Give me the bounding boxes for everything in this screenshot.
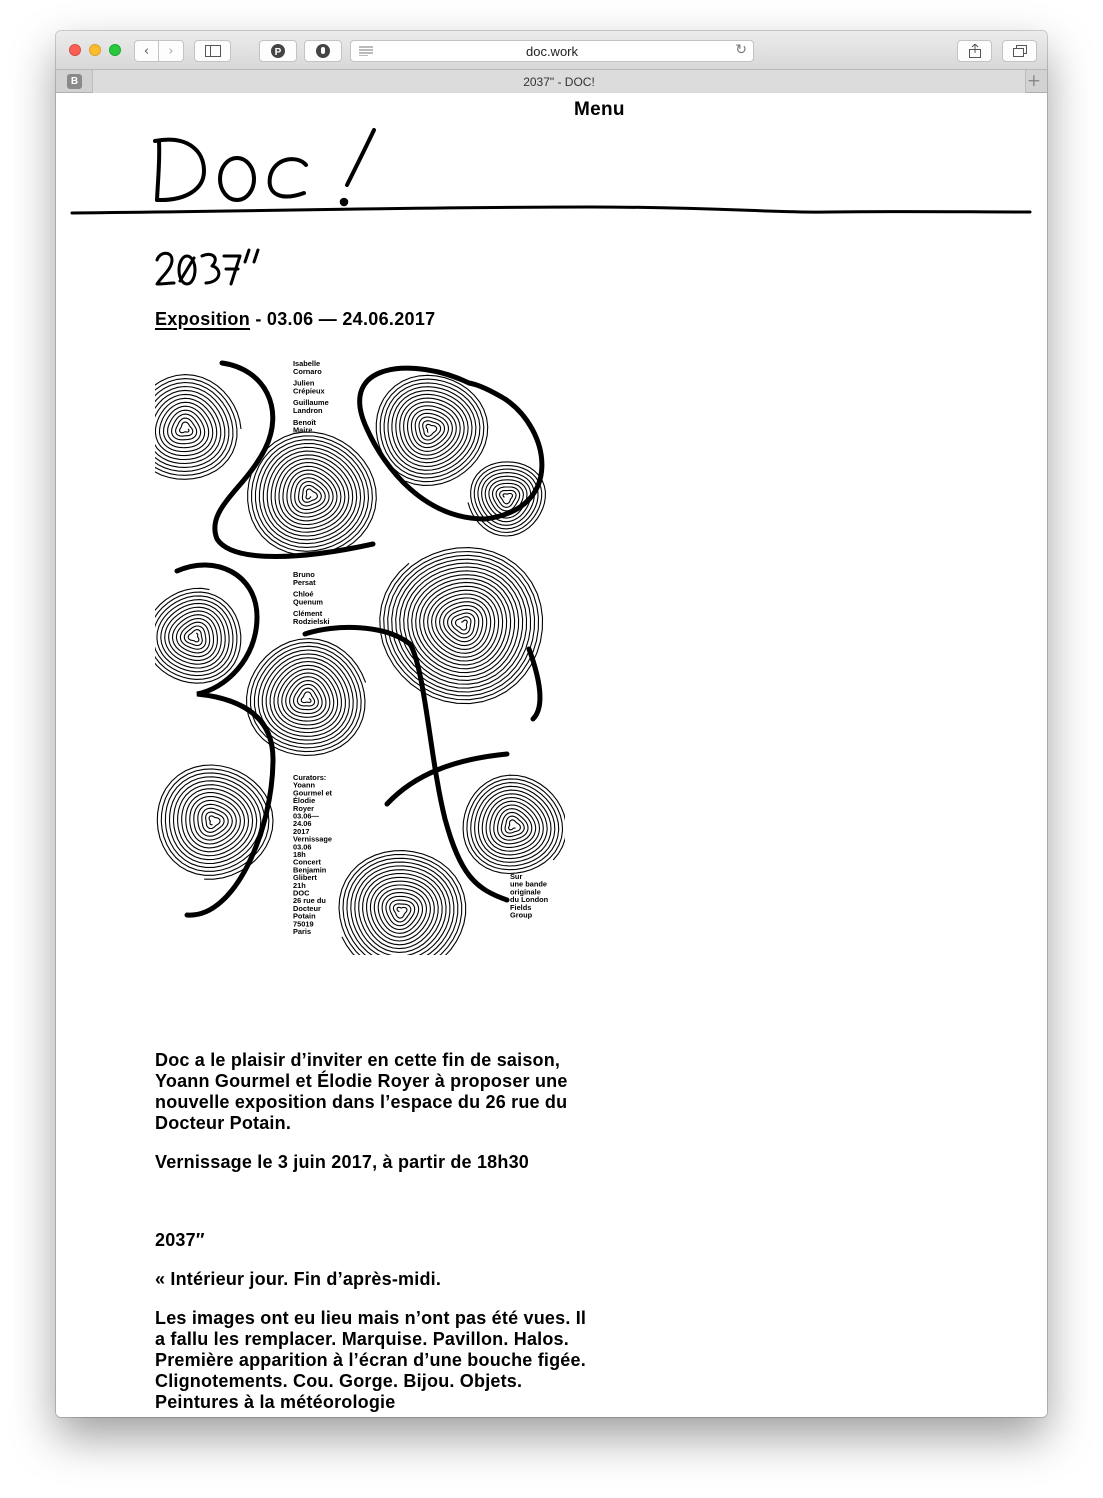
exhibition-poster[interactable]: [155, 359, 565, 955]
svg-text:BrunoPersatChloéQuenumClémentR: Bruno Persat Chloé Quenum Clément Rodzielski: [293, 570, 330, 626]
tab-favicon: B: [67, 74, 82, 89]
svg-text:Curators:YoannGourmel etÉlodie: Curators: Yoann Gourmel et Élodie Royer 03.06— 24.06 2017 Vernissage 03.06 18h Concert Benjamin Glibert 21h DOC 26 rue du Docteur Potain 75019 Paris: [293, 773, 333, 936]
poster-spiral: [468, 462, 545, 536]
header-divider: [70, 205, 1032, 217]
exposition-link[interactable]: Exposition: [155, 309, 251, 329]
share-button[interactable]: [957, 40, 992, 62]
browser-window: [56, 31, 1047, 1417]
hand-icon: [315, 43, 331, 59]
pinterest-icon: [270, 43, 286, 59]
forward-button[interactable]: [159, 40, 184, 62]
tab-title: 2037" - DOC!: [523, 74, 595, 89]
tabs-icon: [1013, 45, 1027, 57]
poster-spirals: [155, 375, 565, 955]
svg-text:IsabelleCornaroJulienCrépieuxG: Isabelle Cornaro Julien Crépieux Guillaume Landron Benoît Maire: [293, 359, 329, 435]
web-page: [56, 93, 1047, 1417]
new-tab-icon[interactable]: +: [1026, 71, 1041, 91]
poster-spiral: [380, 548, 543, 704]
section-subtitle: 2037″: [155, 1230, 205, 1250]
intro-paragraph: Doc a le plaisir d’inviter en cette fin de saison, Yoann Gourmel et Élodie Royer à proposer une nouvelle exposition dans l’espace du 26 rue du Docteur Potain.: [155, 1050, 568, 1133]
tab-active[interactable]: [92, 70, 1026, 93]
reader-icon[interactable]: [359, 46, 373, 56]
poster-spiral: [339, 851, 466, 955]
address-bar[interactable]: [350, 40, 754, 62]
description-paragraph: Les images ont eu lieu mais n’ont pas été vues. Il a fallu les remplacer. Marquise. Pavillon. Halos. Première apparition à l’écran d’une bouche figée. Clignotements. Cou. Gorge. Bijou. Objets. Peintures à la météorologie: [155, 1308, 587, 1412]
menu-link[interactable]: Menu: [574, 99, 625, 120]
minimize-window-button[interactable]: [89, 44, 101, 56]
sidebar-toggle-button[interactable]: [194, 40, 231, 62]
url-text: doc.work: [525, 43, 579, 59]
poster-spiral: [157, 765, 273, 879]
sidebar-icon: [205, 45, 221, 57]
tab-bar: [56, 70, 1047, 93]
show-tabs-button[interactable]: [1002, 40, 1037, 62]
chevron-right-icon: ›: [168, 43, 174, 59]
browser-toolbar: [56, 31, 1047, 70]
exhibition-meta: [155, 309, 435, 330]
svg-text:Surune bandeoriginaledu London: Sur une bande originale du London Fields Group: [510, 872, 549, 920]
article-body: [155, 1050, 595, 1417]
poster-spiral: [463, 775, 565, 873]
poster-spiral: [247, 639, 366, 756]
close-window-button[interactable]: [69, 44, 81, 56]
zoom-window-button[interactable]: [109, 44, 121, 56]
reload-icon[interactable]: ↻: [735, 42, 747, 58]
poster-spiral: [155, 588, 241, 683]
extension-button[interactable]: [304, 40, 342, 62]
chevron-left-icon: ‹: [143, 43, 150, 59]
poster-spiral: [155, 375, 241, 480]
pinterest-button[interactable]: [259, 40, 297, 62]
quote-opening: « Intérieur jour. Fin d’après-midi.: [155, 1269, 442, 1289]
vernissage-paragraph: Vernissage le 3 juin 2017, à partir de 18h30: [155, 1152, 529, 1172]
site-logo[interactable]: [152, 127, 392, 209]
svg-text:P: P: [274, 47, 282, 58]
exhibition-dates: - 03.06 — 24.06.2017: [250, 309, 436, 329]
exhibition-title: [154, 248, 264, 293]
back-button[interactable]: [134, 40, 159, 62]
share-icon: [969, 44, 981, 58]
